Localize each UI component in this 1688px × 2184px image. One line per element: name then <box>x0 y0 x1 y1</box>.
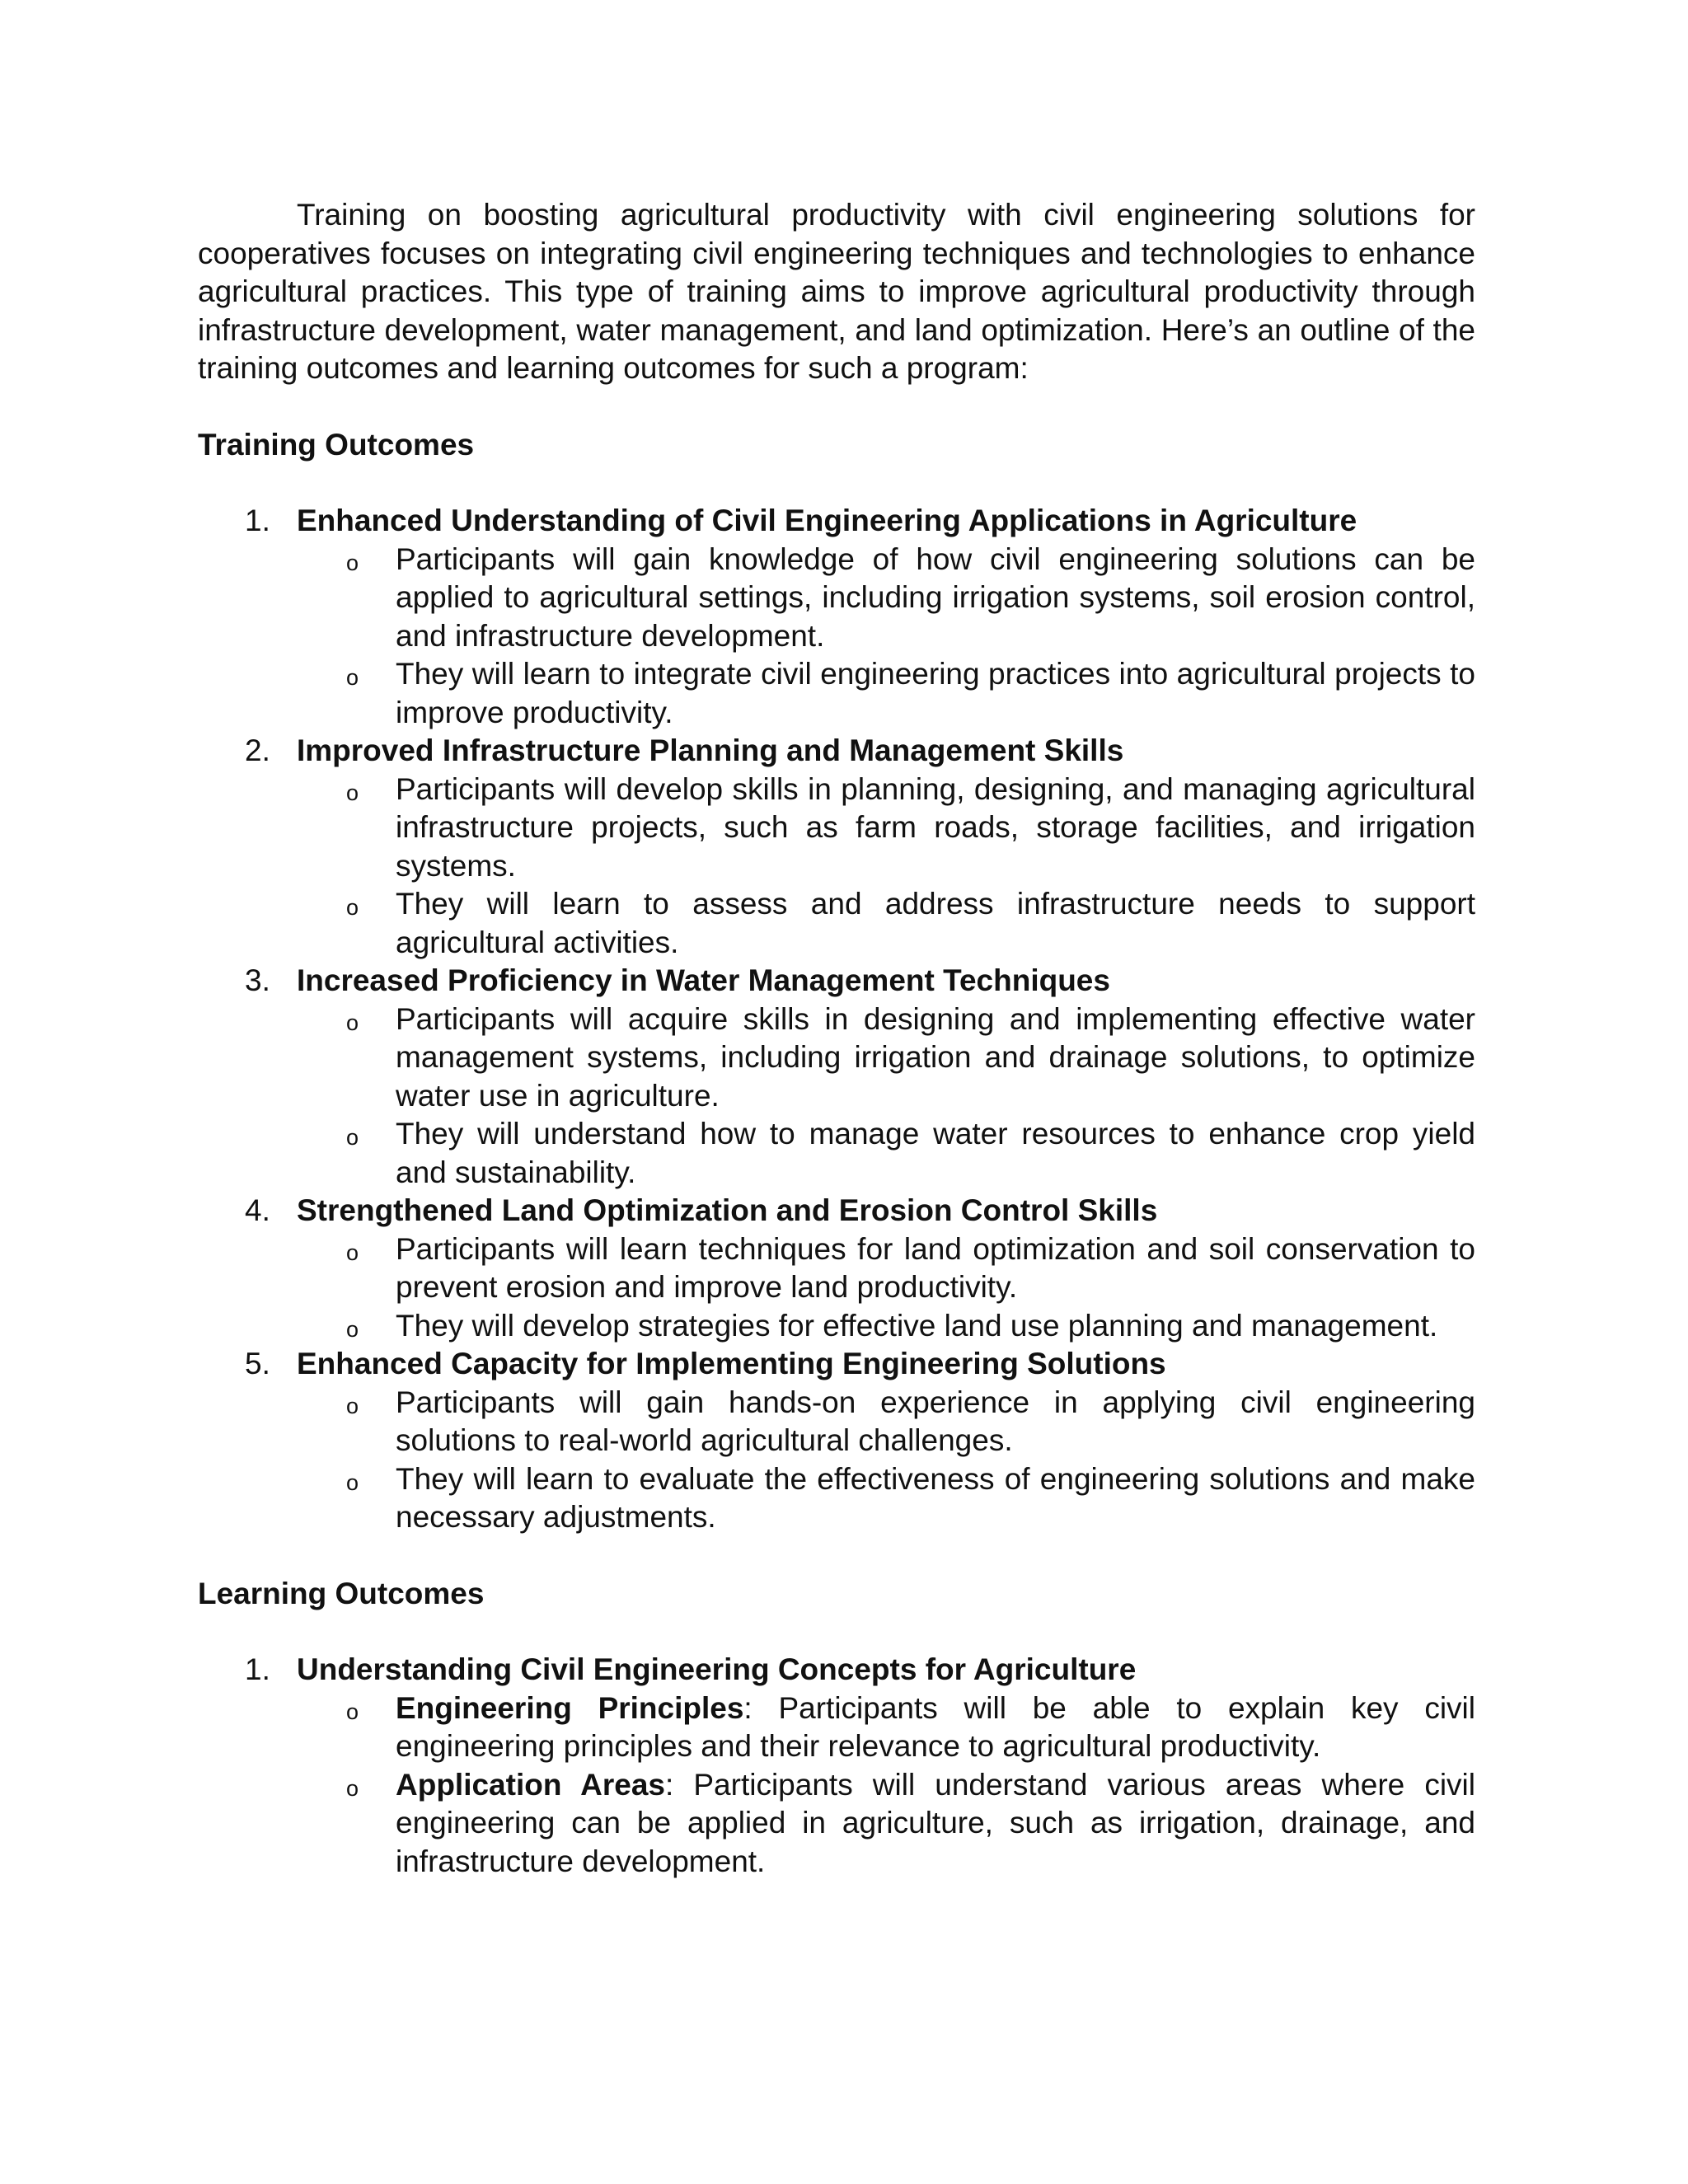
training-outcome-title: Improved Infrastructure Planning and Management Skills <box>297 733 1124 767</box>
sub-bullet-item <box>297 1307 1475 1346</box>
bullet-icon: o <box>346 1699 359 1724</box>
bullet-icon: o <box>346 1010 359 1035</box>
learning-outcomes-list <box>198 1651 1475 1881</box>
sub-bullet-text: They will develop strategies for effective land use planning and management. <box>396 1308 1438 1343</box>
bullet-icon: o <box>346 1240 359 1265</box>
training-outcome-title: Enhanced Capacity for Implementing Engineering Solutions <box>297 1347 1166 1380</box>
training-outcome-title: Enhanced Understanding of Civil Engineering Applications in Agriculture <box>297 504 1357 537</box>
intro-paragraph: Training on boosting agricultural productivity with civil engineering solutions for cooperatives focuses on integrating civil engineering techniques and technologies to enhance agricultural practices. This type of training aims to improve agricultural productivity through infrastructure development, water management, and land optimization. Here’s an outline of the training outcomes and learning outcomes for such a program: <box>198 198 1475 385</box>
bullet-icon: o <box>346 1393 359 1418</box>
training-outcome-item <box>198 1345 1475 1537</box>
sub-bullet-item <box>297 771 1475 886</box>
sub-bullet-text: Participants will gain knowledge of how civil engineering solutions can be applied to agricultural settings, including irrigation systems, soil erosion control, and infrastructure development. <box>396 541 1475 653</box>
sub-bullet-item <box>297 1230 1475 1307</box>
training-outcome-item <box>198 502 1475 732</box>
sub-bullet-item <box>297 1384 1475 1460</box>
sub-bullet-text: : Participants will understand various areas where civil engineering can be applied in agriculture, such as irrigation, drainage, and infrastructure development. <box>396 1767 1475 1878</box>
training-outcome-title: Strengthened Land Optimization and Erosion Control Skills <box>297 1193 1158 1227</box>
sub-bullet-item <box>297 1115 1475 1192</box>
learning-outcome-item <box>198 1651 1475 1881</box>
training-outcomes-list <box>198 502 1475 1537</box>
training-outcome-title: Increased Proficiency in Water Management Techniques <box>297 963 1110 997</box>
training-outcome-item <box>198 962 1475 1192</box>
bullet-icon: o <box>346 1316 359 1342</box>
sub-bullet-list <box>297 1230 1475 1346</box>
sub-bullet-list <box>297 1001 1475 1193</box>
sub-bullet-list <box>297 1384 1475 1537</box>
sub-bullet-item <box>297 1001 1475 1116</box>
bullet-icon: o <box>346 780 359 805</box>
sub-bullet-item <box>297 541 1475 656</box>
training-outcome-item <box>198 1192 1475 1345</box>
sub-bullet-term: Application Areas <box>396 1767 666 1802</box>
list-number: 5. <box>245 1347 270 1380</box>
sub-bullet-text: : Participants will be able to explain key civil engineering principles and their relevance to agricultural productivity. <box>396 1690 1475 1763</box>
bullet-icon: o <box>346 1469 359 1495</box>
bullet-icon: o <box>346 1125 359 1150</box>
sub-bullet-text: They will learn to integrate civil engineering practices into agricultural projects to improve productivity. <box>396 657 1475 729</box>
bullet-icon: o <box>346 665 359 690</box>
sub-bullet-item <box>297 655 1475 732</box>
sub-bullet-term: Engineering Principles <box>396 1690 744 1725</box>
list-number: 3. <box>245 963 270 997</box>
sub-bullet-list <box>297 771 1475 963</box>
sub-bullet-text: Participants will develop skills in planning, designing, and managing agricultural infrastructure projects, such as farm roads, storage facilities, and irrigation systems. <box>396 771 1475 883</box>
list-number: 1. <box>245 1652 270 1686</box>
sub-bullet-list <box>297 1690 1475 1882</box>
bullet-icon: o <box>346 1775 359 1801</box>
sub-bullet-item <box>297 1690 1475 1766</box>
learning-outcomes-heading: Learning Outcomes <box>198 1576 485 1610</box>
bullet-icon: o <box>346 895 359 920</box>
list-number: 4. <box>245 1193 270 1227</box>
sub-bullet-text: They will understand how to manage water resources to enhance crop yield and sustainability. <box>396 1117 1475 1189</box>
training-outcome-item <box>198 732 1475 962</box>
list-number: 1. <box>245 504 270 537</box>
document-page <box>198 196 1475 1881</box>
list-number: 2. <box>245 733 270 767</box>
sub-bullet-list <box>297 541 1475 733</box>
sub-bullet-text: They will learn to evaluate the effectiveness of engineering solutions and make necessary adjustments. <box>396 1461 1475 1534</box>
sub-bullet-text: Participants will acquire skills in designing and implementing effective water management systems, including irrigation and drainage solutions, to optimize water use in agriculture. <box>396 1001 1475 1113</box>
training-outcomes-heading: Training Outcomes <box>198 427 475 462</box>
sub-bullet-item <box>297 1766 1475 1882</box>
sub-bullet-item <box>297 885 1475 962</box>
sub-bullet-text: They will learn to assess and address infrastructure needs to support agricultural activities. <box>396 887 1475 959</box>
sub-bullet-text: Participants will learn techniques for land optimization and soil conservation to prevent erosion and improve land productivity. <box>396 1231 1475 1304</box>
bullet-icon: o <box>346 550 359 575</box>
sub-bullet-text: Participants will gain hands-on experience in applying civil engineering solutions to real-world agricultural challenges. <box>396 1385 1475 1457</box>
learning-outcome-title: Understanding Civil Engineering Concepts for Agriculture <box>297 1652 1137 1686</box>
sub-bullet-item <box>297 1460 1475 1537</box>
